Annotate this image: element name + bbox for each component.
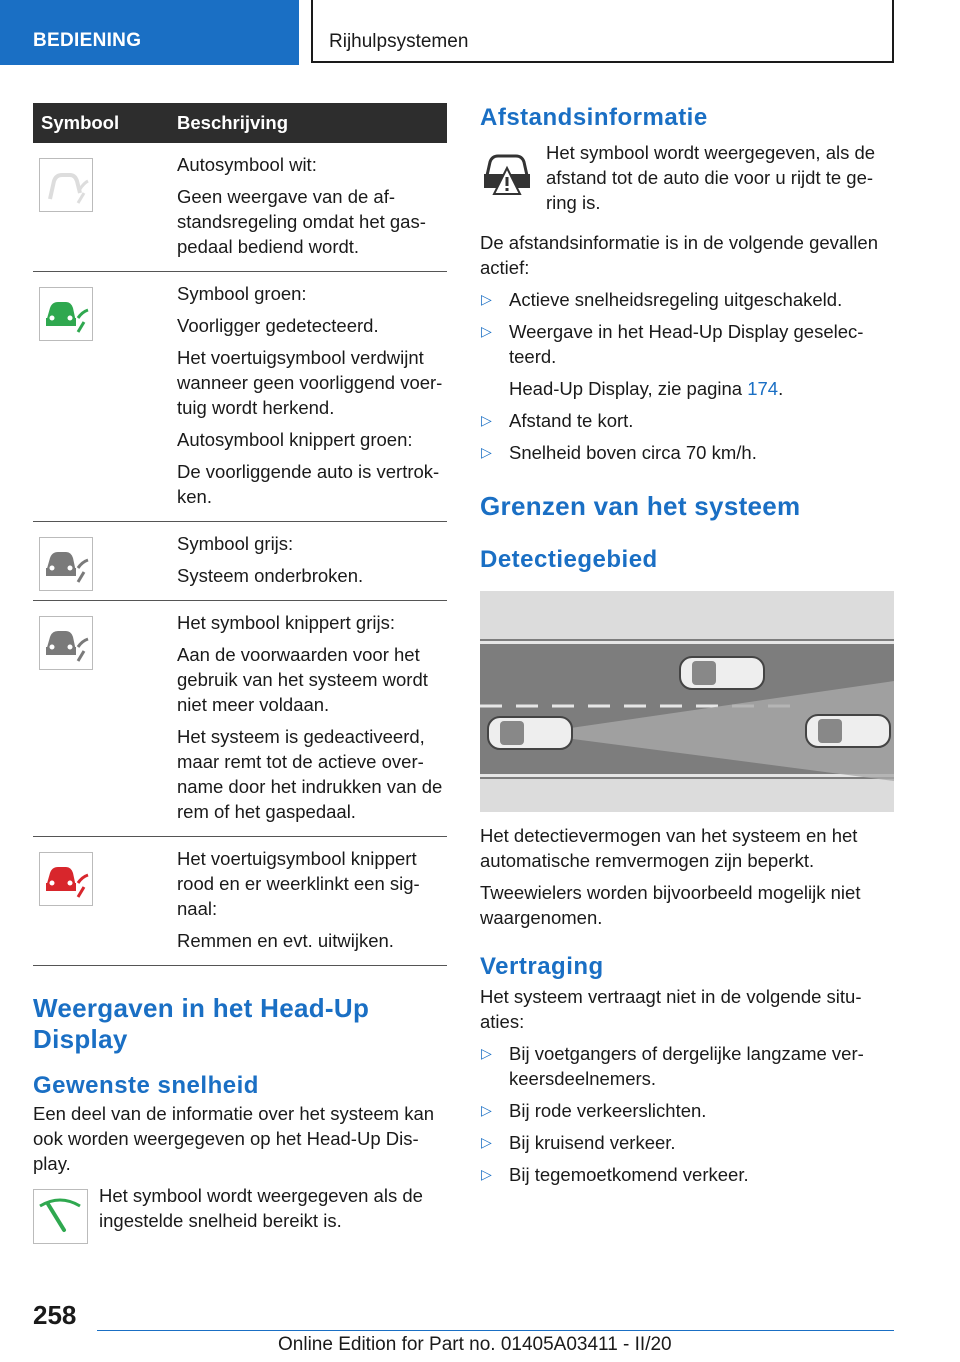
table-row — [33, 272, 447, 522]
list-item: ▷ Snelheid boven circa 70 km/h. — [481, 442, 757, 463]
desc-line: Autosymbool knippert groen: — [177, 429, 413, 450]
icon-note — [33, 1186, 447, 1246]
bullet-triangle-icon: ▷ — [481, 323, 492, 339]
table-row — [33, 837, 447, 966]
table-header-row — [33, 103, 447, 143]
distance-warning-icon — [480, 146, 535, 201]
bullet-triangle-icon: ▷ — [481, 291, 492, 307]
table-row — [33, 522, 447, 601]
list-item: ▷ Bij kruisend verkeer. — [481, 1132, 676, 1153]
heading-hud: Weergaven in het Head-Up Display — [33, 993, 370, 1054]
speed-needle-icon — [33, 1189, 88, 1244]
list-item: ▷ Weergave in het Head-Up Display geselec-teerd. — [481, 321, 864, 367]
desc-line: Remmen en evt. uitwijken. — [177, 930, 394, 951]
car-illustration — [806, 715, 890, 747]
subheading-vertraging: Vertraging — [480, 953, 604, 980]
chapter-title: Rijhulpsystemen — [329, 31, 469, 52]
table-row — [33, 143, 447, 272]
paragraph: Tweewielers worden bijvoorbeeld mogelijk niet waargenomen. — [480, 882, 861, 928]
paragraph: Het systeem vertraagt niet in de volgende situ-aties: — [480, 986, 862, 1032]
subheading-gewenste-snelheid: Gewenste snelheid — [33, 1072, 259, 1099]
desc-line: Symbool groen: — [177, 283, 307, 304]
list-item: ▷ Actieve snelheidsregeling uitgeschakeld. — [481, 289, 843, 310]
section-tab — [0, 0, 299, 65]
edition-footer: Online Edition for Part no. 01405A03411 - II/20 — [278, 1334, 672, 1355]
car-grey-blink-icon — [39, 616, 93, 670]
paragraph: Een deel van de informatie over het systeem kan ook worden weergegeven op het Head-Up Dis-play. — [33, 1103, 435, 1174]
car-grey-icon — [39, 537, 93, 591]
bullet-triangle-icon: ▷ — [481, 1134, 492, 1150]
list-item: ▷ Bij rode verkeerslichten. — [481, 1100, 707, 1121]
left-column — [33, 103, 447, 1246]
page-reference: Head-Up Display, zie pagina 174. — [509, 378, 784, 399]
car-white-icon — [39, 158, 93, 212]
car-illustration — [680, 657, 764, 689]
icon-note — [480, 141, 894, 223]
bullet-triangle-icon: ▷ — [481, 412, 492, 428]
footer-divider — [97, 1330, 894, 1331]
car-illustration — [488, 717, 572, 749]
bullet-triangle-icon: ▷ — [481, 444, 492, 460]
desc-line: Geen weergave van de af-standsregeling omdat het gas-pedaal bediend wordt. — [177, 186, 426, 257]
paragraph: Het detectievermogen van het systeem en het automatische remvermogen zijn beperkt. — [480, 825, 858, 871]
chapter-tab — [311, 0, 894, 63]
page-number: 258 — [33, 1300, 77, 1330]
bullet-triangle-icon: ▷ — [481, 1102, 492, 1118]
symbol-table — [33, 103, 447, 966]
icon-note-text: Het symbool wordt weergegeven als de ingestelde snelheid bereikt is. — [99, 1185, 423, 1231]
list-item: ▷ Bij tegemoetkomend verkeer. — [481, 1164, 749, 1185]
car-green-icon — [39, 287, 93, 341]
list-item: ▷ Afstand te kort. — [481, 410, 634, 431]
desc-line: Symbool grijs: — [177, 533, 294, 554]
table-row — [33, 601, 447, 837]
desc-line: Het symbool knippert grijs: — [177, 612, 395, 633]
section-title: BEDIENING — [33, 30, 142, 51]
desc-line: De voorliggende auto is vertrok-ken. — [177, 461, 440, 507]
right-column — [480, 103, 894, 1187]
desc-line: Systeem onderbroken. — [177, 565, 364, 586]
list-item: ▷ Bij voetgangers of dergelijke langzame ver-keersdeelnemers. — [481, 1043, 864, 1089]
subheading-detectiegebied: Detectiegebied — [480, 546, 658, 573]
col-header-symbol: Symbool — [33, 103, 177, 143]
detection-area-illustration — [480, 591, 894, 812]
desc-line: Aan de voorwaarden voor het gebruik van het systeem wordt niet meer voldaan. — [177, 644, 428, 715]
desc-line: Het voertuigsymbool knippert rood en er weerklinkt een sig-naal: — [177, 848, 420, 919]
desc-line: Voorligger gedetecteerd. — [177, 315, 379, 336]
bullet-triangle-icon: ▷ — [481, 1166, 492, 1182]
page-link[interactable]: 174 — [747, 378, 779, 399]
paragraph: De afstandsinformatie is in de volgende gevallen actief: — [480, 232, 878, 278]
icon-note-text: Het symbool wordt weergegeven, als de afstand tot de auto die voor u rijdt te ge-ring is. — [546, 142, 876, 213]
col-header-description: Beschrijving — [177, 103, 447, 143]
bullet-triangle-icon: ▷ — [481, 1045, 492, 1061]
heading-grenzen: Grenzen van het systeem — [480, 491, 801, 521]
desc-line: Het voertuigsymbool verdwijnt wanneer geen voorliggend voer-tuig wordt herkend. — [177, 347, 443, 418]
desc-line: Autosymbool wit: — [177, 154, 317, 175]
car-red-icon — [39, 852, 93, 906]
heading-afstandsinformatie: Afstandsinformatie — [480, 104, 708, 131]
desc-line: Het systeem is gedeactiveerd, maar remt tot de actieve over-name door het indrukken van de rem of het gaspedaal. — [177, 726, 443, 822]
